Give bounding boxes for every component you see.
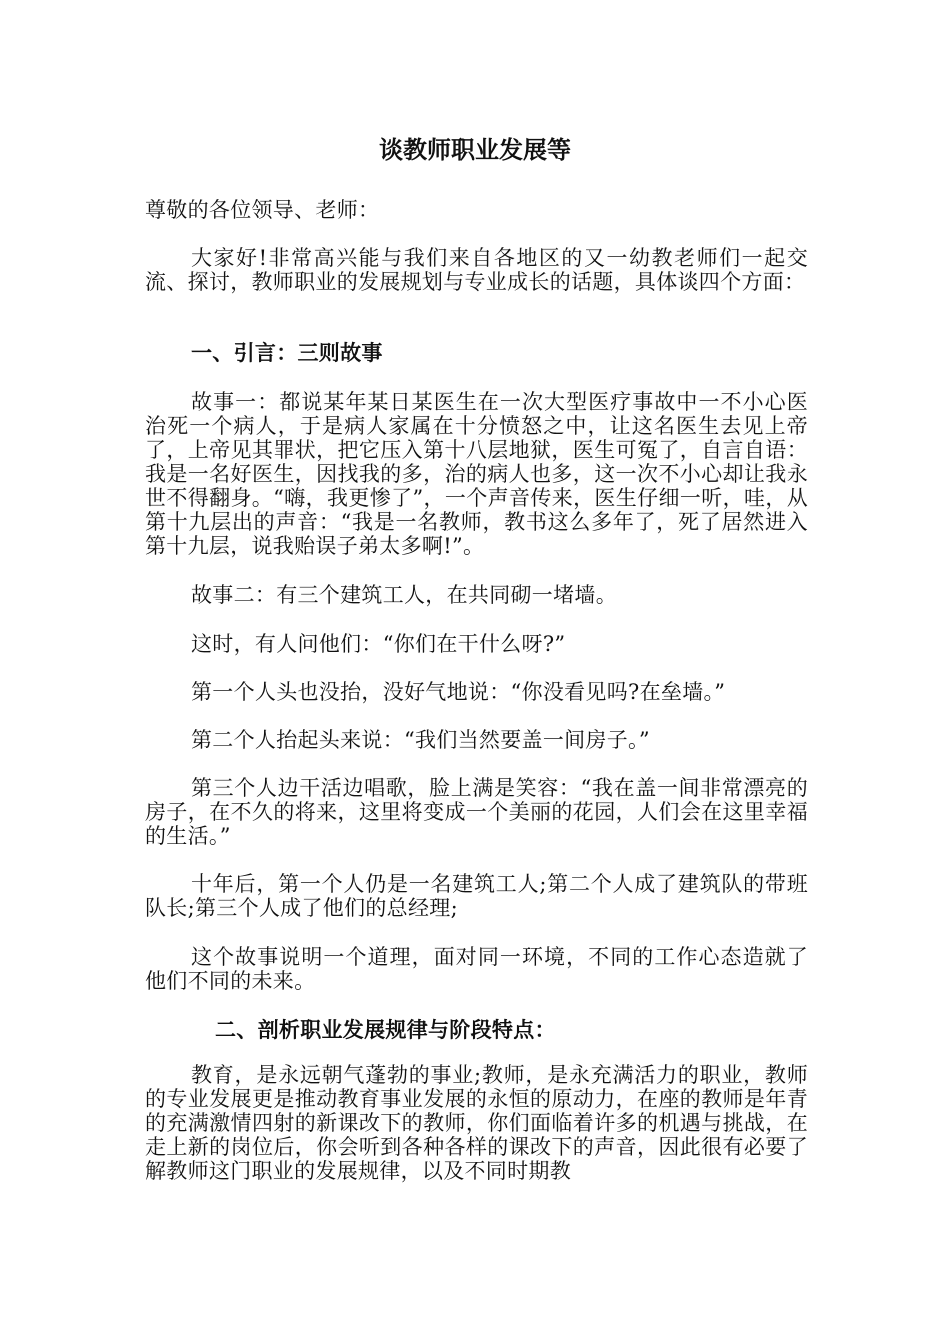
story2-answer3: 第三个人边干活边唱歌，脸上满是笑容：“我在盖一间非常漂亮的房子，在不久的将来，这里将变成一个美丽的花园，人们会在这里幸福的生活。” (145, 776, 808, 848)
intro-paragraph: 大家好!非常高兴能与我们来自各地区的又一幼教老师们一起交流、探讨，教师职业的发展规划与专业成长的话题，具体谈四个方面： (145, 246, 808, 294)
section1-heading: 一、引言：三则故事 (191, 340, 383, 365)
salutation: 尊敬的各位领导、老师： (145, 198, 380, 222)
section2-body: 教育，是永远朝气蓬勃的事业;教师，是永充满活力的职业，教师的专业发展更是推动教育事业发展的永恒的原动力，在座的教师是年青的充满激情四射的新课改下的教师，你们面临着许多的机遇与挑战，在走上新的岗位后，你会听到各种各样的课改下的声音，因此很有必要了解教师这门职业的发展规律，以及不同时期教 (145, 1063, 808, 1183)
story2-moral: 这个故事说明一个道理，面对同一环境，不同的工作心态造就了他们不同的未来。 (145, 945, 808, 993)
story2-question: 这时，有人问他们：“你们在干什么呀?” (191, 632, 566, 656)
story2-paragraph: 故事二：有三个建筑工人，在共同砌一堵墙。 (191, 583, 617, 607)
story2-answer2: 第二个人抬起头来说：“我们当然要盖一间房子。” (191, 728, 650, 752)
story2-result: 十年后，第一个人仍是一名建筑工人;第二个人成了建筑队的带班队长;第三个人成了他们的总经理; (145, 872, 808, 920)
story1-paragraph: 故事一：都说某年某日某医生在一次大型医疗事故中一不小心医治死一个病人，于是病人家属在十分愤怒之中，让这名医生去见上帝了，上帝见其罪状，把它压入第十八层地狱，医生可冤了，自言自语：我是一名好医生，因找我的多，治的病人也多，这一次不小心却让我永世不得翻身。“嗨，我更惨了”，一个声音传来，医生仔细一听，哇，从第十九层出的声音：“我是一名教师，教书这么多年了，死了居然进入第十九层，说我贻误子弟太多啊!”。 (145, 390, 808, 558)
section2-heading: 二、剖析职业发展规律与阶段特点： (215, 1017, 556, 1042)
document-title: 谈教师职业发展等 (379, 135, 571, 164)
story2-answer1: 第一个人头也没抬，没好气地说：“你没看见吗?在垒墙。” (191, 680, 726, 704)
